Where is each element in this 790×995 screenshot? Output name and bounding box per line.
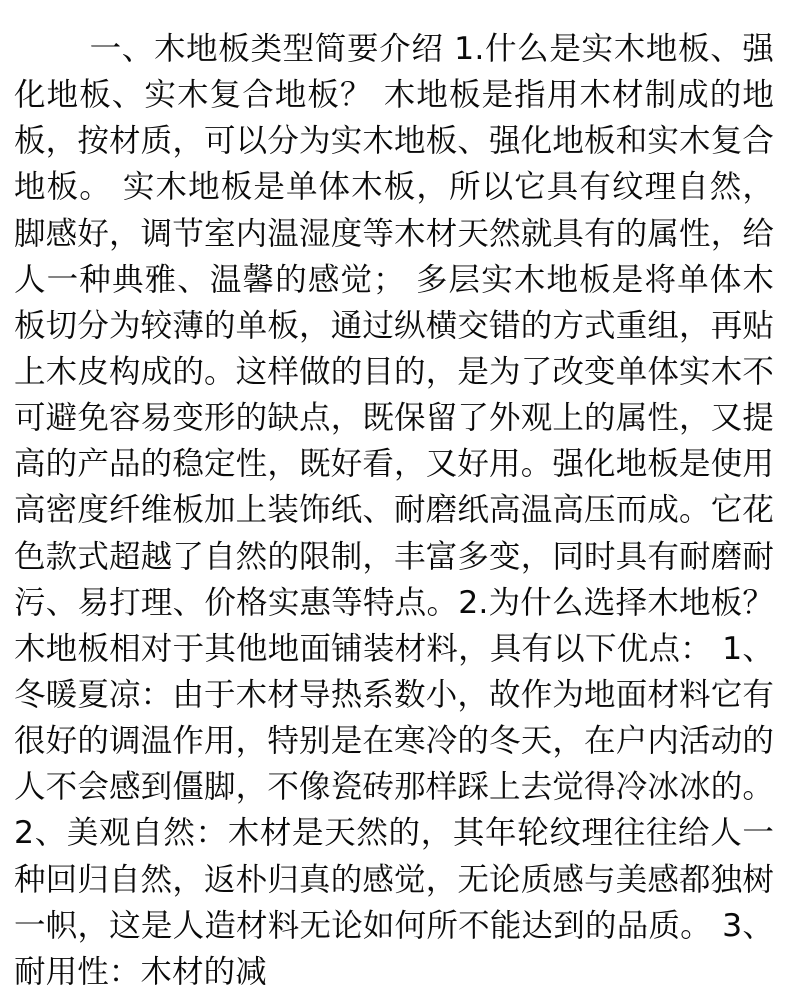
article-body-text: 一、木地板类型简要介绍 1.什么是实木地板、强化地板、实木复合地板？ 木地板是指用木材制成的地板，按材质，可以分为实木地板、强化地板和实木复合地板。 实木地板是单体木板，所以它具有纹理自然，脚感好，调节室内温湿度等木材天然就具有的属性，给人一种典雅、温馨的感觉； 多层实木地板是将单体木板切分为较薄的单板，通过纵横交错的方式重组，再贴上木皮构成的。这样做的目的，是为了改变单体实木不可避免容易变形的缺点，既保留了外观上的属性，又提高的产品的稳定性，既好看，又好用。强化地板是使用高密度纤维板加上装饰纸、耐磨纸高温高压而成。它花色款式超越了自然的限制，丰富多变，同时具有耐磨耐污、易打理、价格实惠等特点。2.为什么选择木地板？ 木地板相对于其他地面铺装材料，具有以下优点： 1、冬暖夏凉：由于木材导热系数小，故作为地面材料它有很好的调温作用，特别是在寒冷的冬天，在户内活动的人不会感到僵脚，不像瓷砖那样踩上去觉得冷冰冰的。 2、美观自然：木材是天然的，其年轮纹理往往给人一种回归自然，返朴归真的感觉，无论质感与美感都独树一帜，这是人造材料无论如何所不能达到的品质。 3、耐用性：木材的减 — [14, 31, 774, 990]
